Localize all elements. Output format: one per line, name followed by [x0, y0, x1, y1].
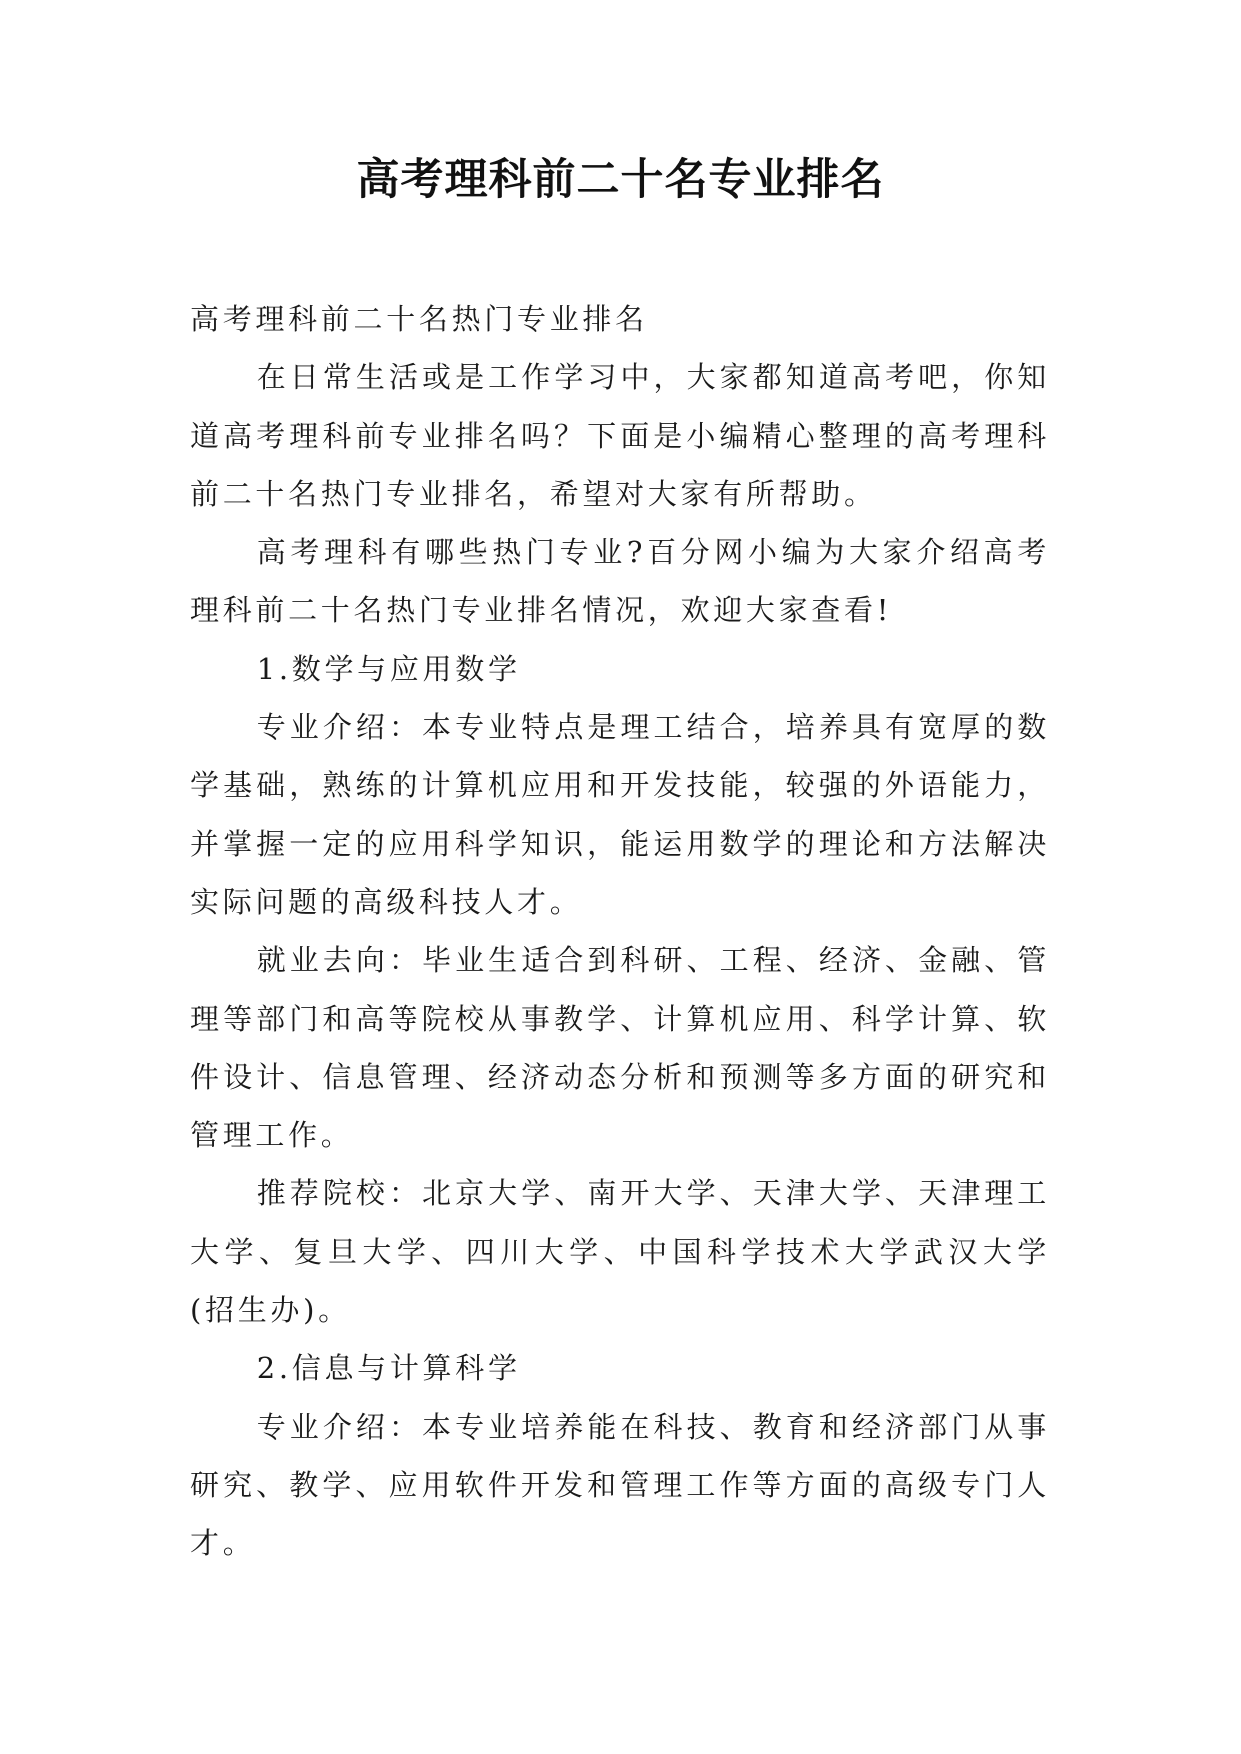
section-heading: 1.数学与应用数学	[256, 651, 521, 686]
intro-paragraph: 在日常生活或是工作学习中，大家都知道高考吧，你知道高考理科前专业排名吗？下面是小编精心整理的高考理科前二十名热门专业排名，希望对大家有所帮助。	[190, 360, 1050, 511]
subtitle-paragraph: 高考理科前二十名热门专业排名	[190, 302, 648, 336]
document-body	[190, 290, 1050, 1573]
body-paragraph: 推荐院校：北京大学、南开大学、天津大学、天津理工大学、复旦大学、四川大学、中国科学技术大学武汉大学(招生办)。	[190, 1176, 1050, 1328]
intro-paragraph: 高考理科有哪些热门专业?百分网小编为大家介绍高考理科前二十名热门专业排名情况，欢迎大家查看!	[190, 535, 1050, 628]
document-title: 高考理科前二十名专业排名	[356, 155, 885, 205]
body-paragraph: 专业介绍：本专业特点是理工结合，培养具有宽厚的数学基础，熟练的计算机应用和开发技能，较强的外语能力，并掌握一定的应用科学知识，能运用数学的理论和方法解决实际问题的高级科技人才。	[190, 710, 1050, 919]
body-paragraph: 就业去向：毕业生适合到科研、工程、经济、金融、管理等部门和高等院校从事教学、计算机应用、科学计算、软件设计、信息管理、经济动态分析和预测等多方面的研究和管理工作。	[190, 943, 1050, 1153]
section-heading: 2.信息与计算科学	[256, 1351, 521, 1386]
body-paragraph: 专业介绍：本专业培养能在科技、教育和经济部门从事研究、教学、应用软件开发和管理工作等方面的高级专门人才。	[190, 1409, 1050, 1561]
